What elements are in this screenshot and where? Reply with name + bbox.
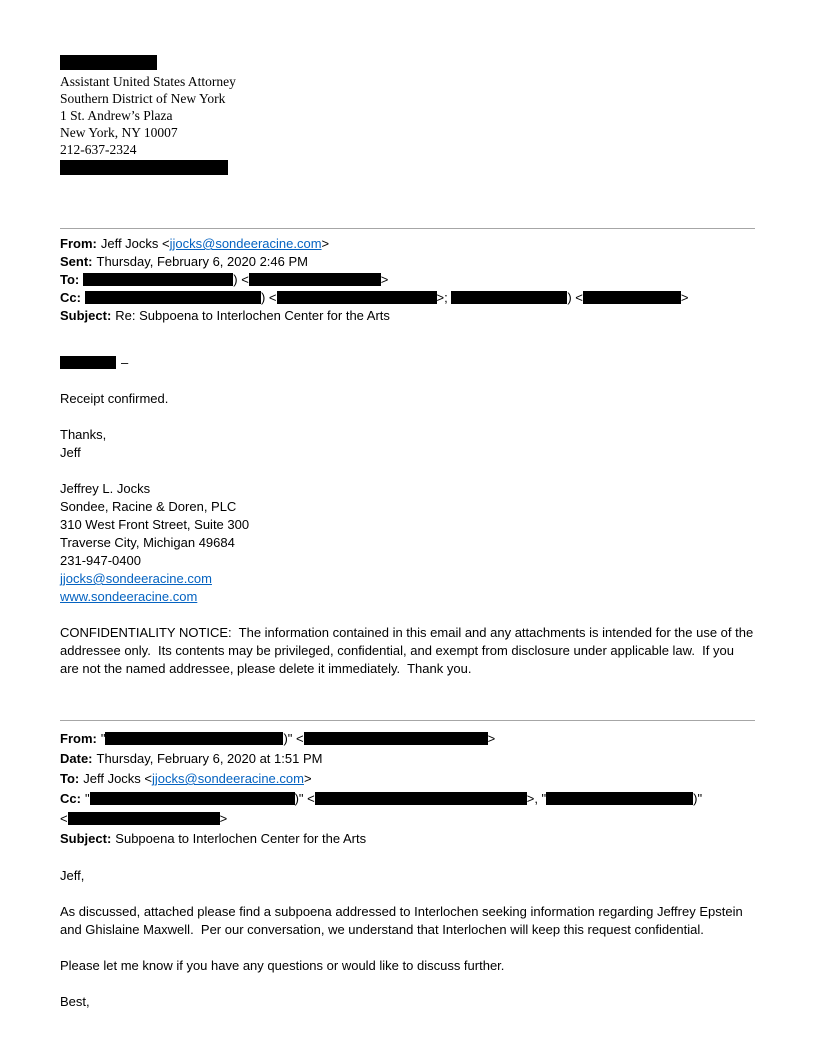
email1-body — [60, 354, 755, 678]
subject-value: Subpoena to Interlochen Center for the Arts — [115, 831, 367, 846]
redaction-bar — [85, 291, 261, 304]
date-value: Thursday, February 6, 2020 at 1:51 PM — [96, 751, 323, 766]
punctuation: " — [100, 731, 106, 746]
header-to-line — [60, 769, 755, 789]
letterhead-title: Assistant United States Attorney — [60, 74, 236, 89]
redaction-bar — [68, 812, 220, 825]
signature-phone: 231-947-0400 — [60, 553, 141, 568]
redaction-bar — [60, 160, 228, 175]
sent-value: Thursday, February 6, 2020 2:46 PM — [96, 254, 308, 269]
header-cc-line — [60, 289, 755, 307]
punctuation: ) < — [233, 272, 249, 287]
thanks-line: Thanks, — [60, 427, 107, 442]
punctuation: ) < — [260, 290, 277, 305]
divider — [60, 228, 755, 229]
header-from-line — [60, 235, 755, 253]
cc-label: Cc: — [60, 791, 81, 806]
from-label: From: — [60, 236, 97, 251]
divider — [60, 720, 755, 721]
to-name: Jeff Jocks < — [83, 771, 153, 786]
punctuation: > — [321, 236, 330, 251]
to-email-link[interactable]: jjocks@sondeeracine.com — [152, 771, 304, 786]
redaction-bar — [83, 273, 233, 286]
redaction-bar — [315, 792, 527, 805]
date-label: Date: — [60, 751, 93, 766]
from-name: Jeff Jocks < — [100, 236, 170, 251]
header-cc-line — [60, 789, 755, 809]
sent-label: Sent: — [60, 254, 93, 269]
redaction-bar — [451, 291, 567, 304]
subject-label: Subject: — [60, 831, 112, 846]
punctuation: >, " — [526, 791, 547, 806]
subject-value: Re: Subpoena to Interlochen Center for the Arts — [115, 308, 390, 323]
signature-name: Jeffrey L. Jocks — [60, 481, 151, 496]
punctuation: >; — [436, 290, 452, 305]
punctuation: )" < — [294, 791, 315, 806]
email2-header — [60, 729, 755, 849]
letterhead-phone: 212-637-2324 — [60, 142, 137, 157]
to-label: To: — [60, 272, 80, 287]
email1-header — [60, 235, 755, 325]
redaction-bar — [60, 55, 157, 70]
redaction-bar — [60, 356, 116, 369]
redaction-bar — [304, 732, 488, 745]
punctuation: > — [303, 771, 312, 786]
punctuation: > — [219, 811, 228, 826]
redaction-bar — [249, 273, 381, 286]
punctuation: ) < — [567, 290, 583, 305]
greeting-line: Jeff, — [60, 868, 85, 883]
cc-label: Cc: — [60, 290, 81, 305]
header-subject-line — [60, 829, 755, 849]
letterhead-address2: New York, NY 10007 — [60, 125, 178, 140]
to-label: To: — [60, 771, 80, 786]
punctuation: > — [380, 272, 389, 287]
signature-block — [60, 480, 755, 606]
body-paragraph: Please let me know if you have any questions or would like to discuss further. — [60, 958, 505, 973]
punctuation: > — [680, 290, 689, 305]
from-label: From: — [60, 731, 97, 746]
redaction-bar — [583, 291, 681, 304]
header-cc-continuation-line — [60, 809, 755, 829]
header-sent-line — [60, 253, 755, 271]
body-paragraph: As discussed, attached please find a subpoena addressed to Interlochen seeking information regarding Jeffrey Epstein and Ghislaine Maxwell. Per our conversation, we understand that Interlochen will keep this request confidential. — [60, 904, 747, 937]
letterhead — [60, 55, 755, 175]
subject-label: Subject: — [60, 308, 112, 323]
signature-email-link[interactable]: jjocks@sondeeracine.com — [60, 571, 212, 586]
closing-line: Best, — [60, 994, 90, 1009]
redaction-bar — [277, 291, 437, 304]
punctuation: )" < — [283, 731, 304, 746]
punctuation: – — [121, 355, 129, 370]
signature-street: 310 West Front Street, Suite 300 — [60, 517, 250, 532]
punctuation: < — [60, 811, 68, 826]
redaction-bar — [105, 732, 283, 745]
name-line: Jeff — [60, 445, 81, 460]
email2-body — [60, 867, 755, 1011]
sign-off — [60, 426, 755, 462]
from-email-link[interactable]: jjocks@sondeeracine.com — [169, 236, 322, 251]
redaction-bar — [90, 792, 295, 805]
punctuation: > — [487, 731, 496, 746]
header-date-line — [60, 749, 755, 769]
header-to-line — [60, 271, 755, 289]
letterhead-address1: 1 St. Andrew’s Plaza — [60, 108, 173, 123]
punctuation: )" — [693, 791, 703, 806]
redaction-bar — [546, 792, 693, 805]
signature-firm: Sondee, Racine & Doren, PLC — [60, 499, 237, 514]
header-from-line — [60, 729, 755, 749]
signature-website-link[interactable]: www.sondeeracine.com — [60, 589, 198, 604]
receipt-line: Receipt confirmed. — [60, 391, 169, 406]
signature-city: Traverse City, Michigan 49684 — [60, 535, 235, 550]
punctuation: " — [84, 791, 90, 806]
greeting-line — [60, 354, 755, 372]
header-subject-line — [60, 307, 755, 325]
confidentiality-notice: CONFIDENTIALITY NOTICE: The information contained in this email and any attachments is intended for the use of the addressee only. Its contents may be privileged, confidential, and exempt from disclosure under applicable law. If you are not the named addressee, please delete it immediately. Thank you. — [60, 625, 757, 676]
letterhead-district: Southern District of New York — [60, 91, 226, 106]
